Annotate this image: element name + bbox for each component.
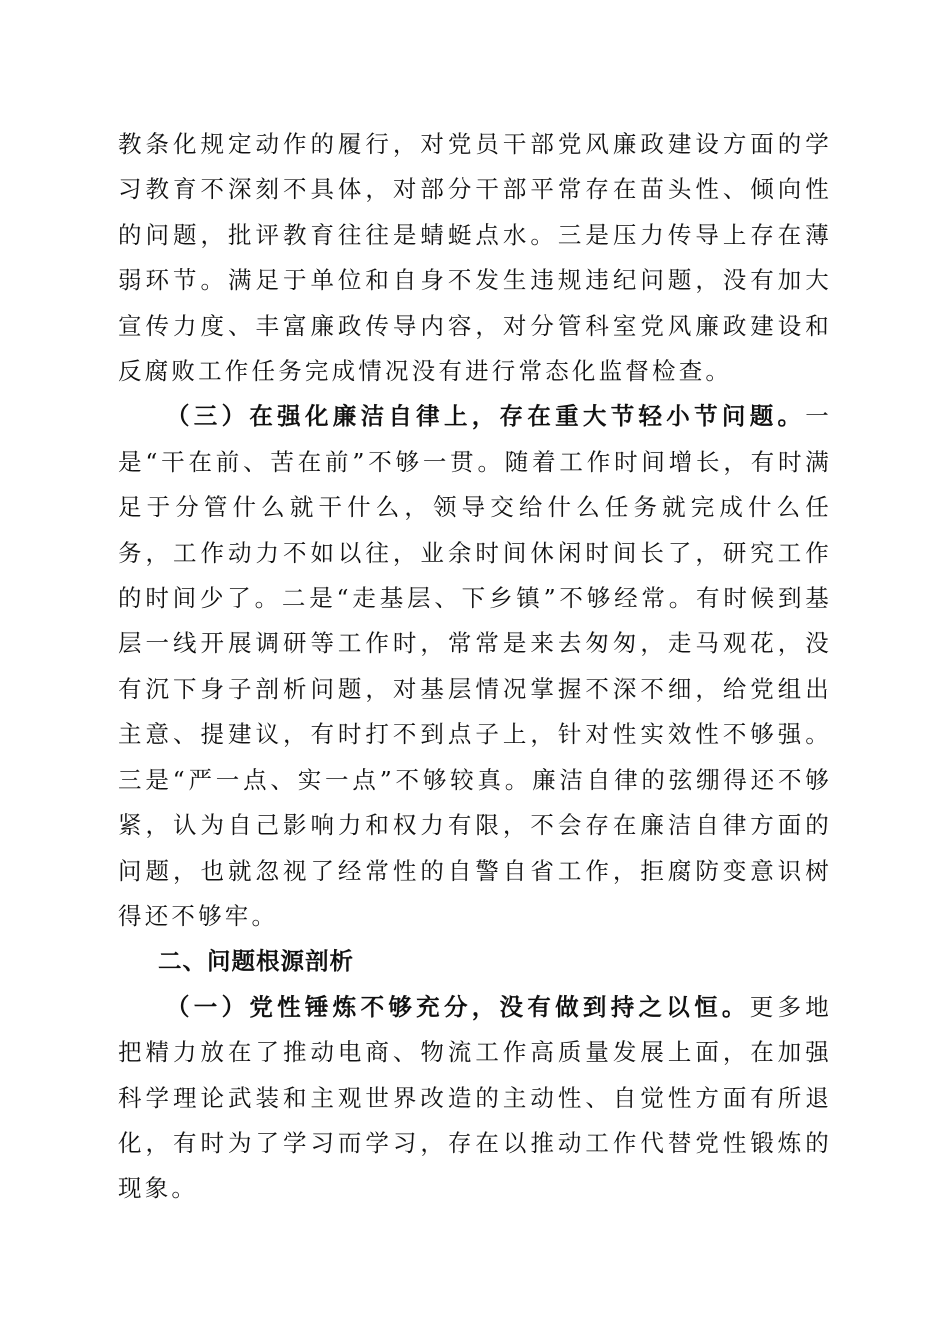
section-lead-sentence: （一）党性锤炼不够充分，没有做到持之以恒。 bbox=[166, 992, 750, 1021]
section-heading: 二、问题根源剖析 bbox=[158, 947, 354, 976]
document-page bbox=[118, 122, 832, 1212]
section-lead-sentence: （三）在强化廉洁自律上，存在重大节轻小节问题。 bbox=[166, 402, 806, 431]
paragraph-section-three bbox=[118, 394, 832, 939]
paragraph-continuation bbox=[118, 122, 832, 394]
paragraph-text: 更多地把精力放在了推动电商、物流工作高质量发展上面，在加强科学理论武装和主观世界改造的主动性、自觉性方面有所退化，有时为了学习而学习，存在以推动工作代替党性锻炼的现象。 bbox=[118, 992, 832, 1203]
paragraph-text: 一是“干在前、苦在前”不够一贯。随着工作时间增长，有时满足于分管什么就干什么，领导交给什么任务就完成什么任务，工作动力不如以往，业余时间休闲时间长了，研究工作的时间少了。二是“走基层、下乡镇”不够经常。有时候到基层一线开展调研等工作时，常常是来去匆匆，走马观花，没有沉下身子剖析问题，对基层情况掌握不深不细，给党组出主意、提建议，有时打不到点子上，针对性实效性不够强。三是“严一点、实一点”不够较真。廉洁自律的弦绷得还不够紧，认为自己影响力和权力有限，不会存在廉洁自律方面的问题，也就忽视了经常性的自警自省工作，拒腐防变意识树得还不够牢。 bbox=[118, 402, 832, 930]
paragraph-root-cause-one bbox=[118, 985, 832, 1212]
paragraph-text: 教条化规定动作的履行，对党员干部党风廉政建设方面的学习教育不深刻不具体，对部分干部平常存在苗头性、倾向性的问题，批评教育往往是蜻蜓点水。三是压力传导上存在薄弱环节。满足于单位和自身不发生违规违纪问题，没有加大宣传力度、丰富廉政传导内容，对分管科室党风廉政建设和反腐败工作任务完成情况没有进行常态化监督检查。 bbox=[118, 130, 832, 386]
